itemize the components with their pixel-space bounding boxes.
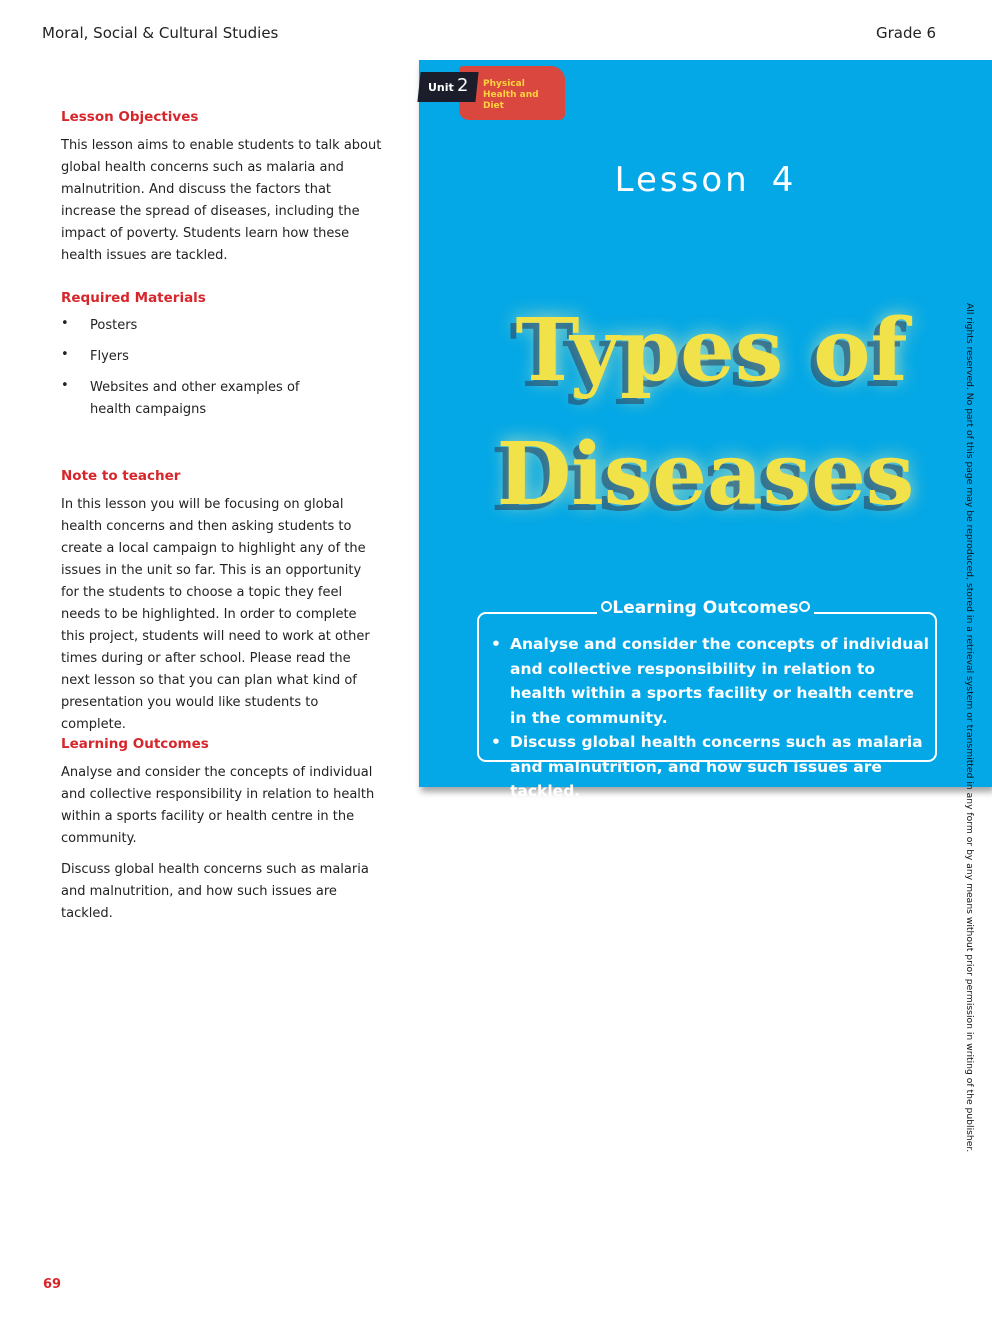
learning-outcomes-heading (419, 598, 992, 618)
learning-outcomes-section (61, 736, 386, 925)
learning-outcomes-heading-text: Learning Outcomes (612, 598, 799, 618)
note-to-teacher-text: In this lesson you will be focusing on global health concerns and then asking students to create a local campaign to highlight any of the issues in the unit so far. This is an opportunity for the students to choose a topic they feel needs to be highlighted. In order to complete this project, students will need to work at other times during or after school. Please read the next lesson so that you can plan what kind of presentation you would like students to complete. (61, 497, 370, 732)
unit-tab (419, 66, 567, 120)
lesson-objectives-section (61, 109, 386, 267)
circle-dot-icon (601, 601, 612, 612)
page-number: 69 (43, 1277, 62, 1292)
lesson-title-line-1: Types of (515, 300, 908, 401)
unit-label: Unit (428, 81, 454, 94)
circle-dot-icon (799, 601, 810, 612)
note-to-teacher-section (61, 468, 386, 736)
required-materials-section (61, 290, 386, 430)
lesson-cover (419, 60, 992, 800)
list-item: • Websites and other examples of health campaigns (61, 377, 330, 421)
list-item: • Discuss global health concerns such as malaria and malnutrition, and how such issues are tackled. (489, 730, 929, 804)
cover-outcomes-list (489, 632, 929, 804)
subject-header: Moral, Social & Cultural Studies (42, 24, 279, 42)
rights-notice-text: All rights reserved. No part of this page may be reproduced, stored in a retrieval system or transmitted in any form or by any means without prior permission in writing of the publisher. (964, 303, 975, 1153)
unit-topic: Physical Health and Diet (483, 79, 539, 111)
lesson-title-line-2: Diseases (496, 424, 915, 525)
learning-outcome-paragraph: Analyse and consider the concepts of individual and collective responsibility in relation to health within a sports facility or health centre in the community. (61, 765, 375, 846)
learning-outcomes-title: Learning Outcomes (61, 736, 209, 752)
lesson-objectives-text: This lesson aims to enable students to talk about global health concerns such as malaria and malnutrition. And discuss the factors that increase the spread of diseases, including the impact of poverty. Students learn how these health issues are tackled. (61, 138, 382, 263)
list-item: • Posters (61, 315, 386, 337)
required-materials-title: Required Materials (61, 290, 206, 306)
list-item: • Analyse and consider the concepts of individual and collective responsibility in relation to health within a sports facility or health centre in the community. (489, 632, 929, 730)
grade-header: Grade 6 (876, 24, 937, 42)
learning-outcome-paragraph: Discuss global health concerns such as malaria and malnutrition, and how such issues are tackled. (61, 862, 369, 921)
lesson-word: Lesson (614, 160, 750, 200)
materials-list (61, 315, 386, 421)
lesson-heading (419, 160, 992, 200)
list-item: • Flyers (61, 346, 386, 368)
note-to-teacher-title: Note to teacher (61, 468, 181, 484)
lesson-objectives-title: Lesson Objectives (61, 109, 199, 125)
unit-number: 2 (457, 75, 469, 96)
lesson-number: 4 (771, 160, 797, 200)
rights-notice (964, 303, 975, 1153)
